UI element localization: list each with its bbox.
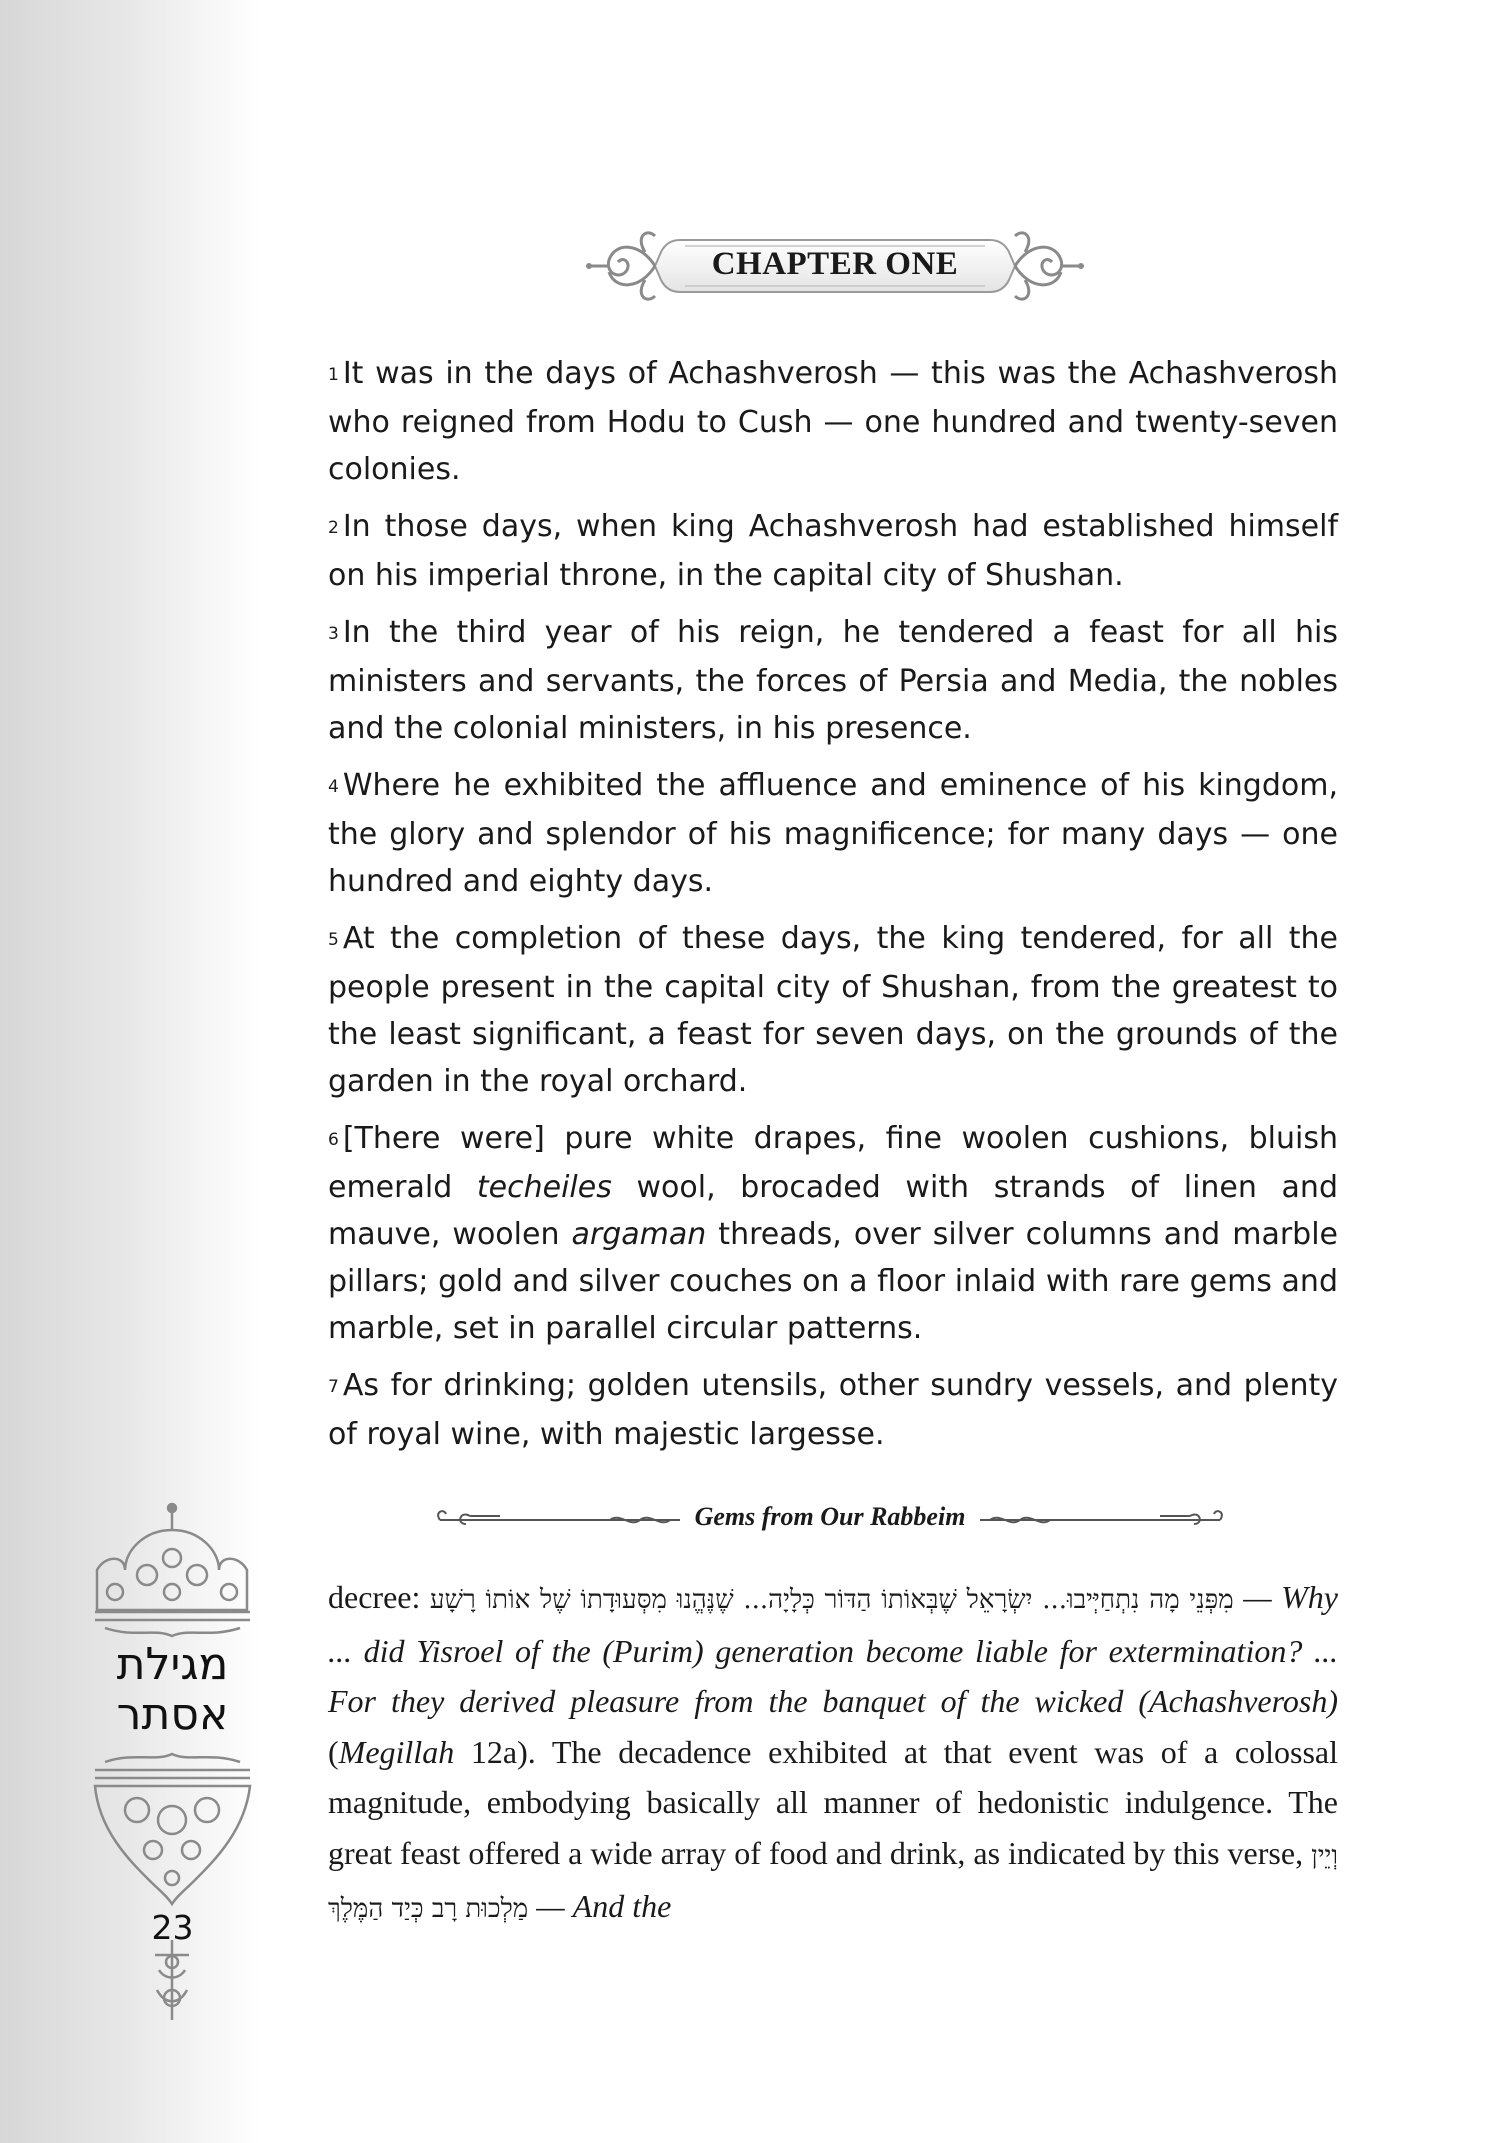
verse-number: 1 [328,365,339,385]
gems-lead: decree: [328,1579,430,1615]
verse [328,609,1338,752]
book-title [85,1640,260,1740]
gems-citation: Megillah [338,1733,455,1770]
verse-text: At the completion of these days, the king tendered, for all the people present in the capital city of Shushan, from the greatest to the least significant, a feast for seven days, on the grounds of the garden in the royal orchard. [328,921,1338,1099]
verse-number: 2 [328,518,339,538]
verse-number: 5 [328,930,339,950]
hebrew-quote: מִפְּנֵי מָה נִתְחַיְּיבוּ... יִשְׂרָאֵל שֶׁבְּאוֹתוֹ הַדּוֹר כְּלָיָה... שֶׁנֶּהֱנוּ מִסְּעוּדָתוֹ שֶׁל אוֹתוֹ רָשָׁע [429,1585,1234,1615]
gems-separator [430,1500,1230,1540]
verse-text: Where he exhibited the affluence and eminence of his kingdom, the glory and splendor of his magnificence; for many days — one hundred and eighty days. [328,768,1338,899]
verse-text: As for drinking; golden utensils, other sundry vessels, and plenty of royal wine, with majestic largesse. [328,1368,1338,1452]
verse [328,1115,1338,1352]
gems-tail: — And the [528,1888,672,1924]
verse-text: wool, brocaded with strands of linen and mauve, woolen [328,1170,1338,1252]
gems-text: 12a). The decadence exhibited at that event was of a colossal magnitude, embodying basically all manner of hedonistic indulgence. The great feast offered a wide array of food and drink, as indicated by this verse, [328,1733,1338,1871]
gems-text: ( [328,1733,339,1770]
verse-number: 6 [328,1130,339,1150]
verse [328,350,1338,493]
gems-translation: — Why ... did Yisroel of the (Purim) generation become liable for extermination? ... For they derived pleasure from the banquet of the wicked (Achashverosh) [328,1579,1339,1719]
gems-heading: Gems from Our Rabbeim [687,1502,974,1531]
verse-text: In the third year of his reign, he tendered a feast for all his ministers and servants, the forces of Persia and Media, the nobles and the colonial ministers, in his presence. [328,615,1338,746]
verse [328,503,1338,599]
verse-list [328,350,1338,1468]
book-title-line: אסתר [116,1689,229,1740]
gems-commentary [328,1572,1338,1935]
verse-number: 4 [328,777,339,797]
verse-number: 3 [328,624,339,644]
verse [328,762,1338,905]
verse-text: threads, over silver columns and marble pillars; gold and silver couches on a floor inlaid with rare gems and marble, set in parallel circular patterns. [328,1217,1338,1346]
verse-italic-term: techeiles [476,1170,612,1205]
verse [328,1362,1338,1458]
verse-number: 7 [328,1377,339,1397]
book-title-line: מגילת [116,1639,229,1690]
verse-text: In those days, when king Achashverosh had established himself on his imperial throne, in the capital city of Shushan. [328,509,1338,593]
verse-italic-term: argaman [571,1217,707,1252]
verse-text: [There were] pure white drapes, fine woolen cushions, bluish emerald [328,1121,1338,1205]
verse [328,915,1338,1105]
page-number: 23 [151,1908,194,1947]
verse-text: It was in the days of Achashverosh — this was the Achashverosh who reigned from Hodu to Cush — one hundred and twenty-seven colonies. [328,356,1338,487]
hebrew-verse: וְיֵין מַלְכוּת רָב כְּיַד הַמֶּלֶךְ [328,1840,1338,1924]
chapter-banner [585,222,1085,310]
chapter-title: CHAPTER ONE [711,246,959,282]
